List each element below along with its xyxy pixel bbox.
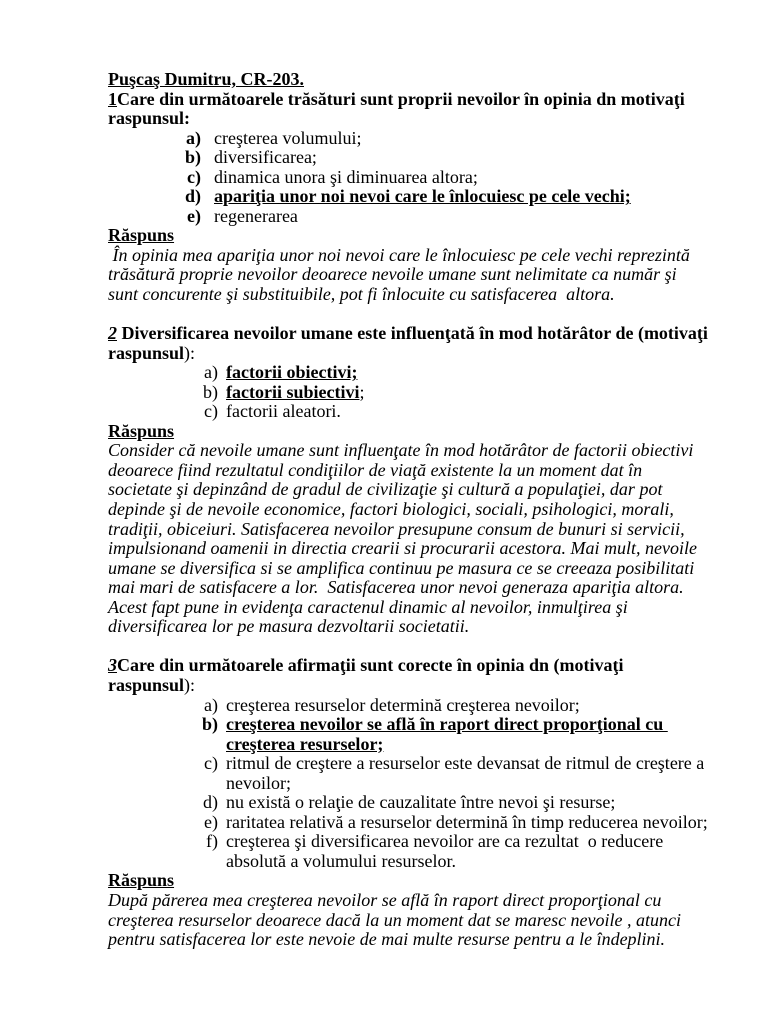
q1-option-b-text: diversificarea; <box>214 147 317 168</box>
q2-answer-line: Consider că nevoile umane sunt influenţate în mod hotărâtor de factorii obiectivi <box>108 440 694 461</box>
q3-option-f-text: creşterea şi diversificarea nevoilor are ca rezultat o reducere <box>226 831 664 852</box>
q2-answer-heading: Răspuns <box>108 420 175 441</box>
q1-option-c-text: dinamica unora şi diminuarea altora; <box>214 166 478 187</box>
question-2-prompt <box>108 324 738 344</box>
q1-option-d <box>108 187 738 207</box>
question-3-prompt-cont <box>108 676 738 696</box>
q1-option-a-text: creşterea volumului; <box>214 127 362 148</box>
q3-option-b-cont-line <box>108 735 738 755</box>
q1-option-d-text: apariţia unor noi nevoi care le înlocuiesc pe cele vechi; <box>214 186 631 207</box>
q3-option-d-label: d) <box>203 792 218 813</box>
q2-answer-line: umane se diversifica si se amplifica continuu pe masura ce se creeaza posibilitati <box>108 557 695 578</box>
document-body <box>108 70 738 950</box>
question-3-text: Care din următoarele afirmaţii sunt corecte în opinia dn (motivaţi <box>117 655 624 676</box>
q1-answer-line: sunt concurente şi substituibile, pot fi înlocuite cu satisfacerea altora. <box>108 284 615 305</box>
q2-option-a-label: a) <box>204 362 218 383</box>
q2-answer-line: societate şi depinzând de gradul de civilizaţie şi cultură a populaţiei, dar pot <box>108 479 663 500</box>
q3-answer-heading-line <box>108 871 738 891</box>
q2-answer-line: deoarece fiind rezultatul condiţiilor de viaţă existente la un moment dat în <box>108 459 643 480</box>
q1-option-c-label: c) <box>187 166 201 187</box>
question-2-prompt-cont-suffix: ): <box>184 342 196 363</box>
author-line <box>108 70 738 90</box>
q3-answer-line: După părerea mea creşterea nevoilor se află în raport direct proporţional cu <box>108 889 662 910</box>
q3-option-a-text: creşterea resurselor determină creşterea nevoilor; <box>226 694 580 715</box>
q2-option-a <box>108 363 738 383</box>
q2-answer-line: tradiţii, obiceiuri. Satisfacerea nevoilor presupune consum de bunuri si servicii, <box>108 518 685 539</box>
q3-answer-line: creşterea resurselor deoarece dacă la un moment dat se maresc nevoile , atunci <box>108 909 682 930</box>
q2-answer-line: depinde şi de nevoile economice, factori biologici, sociali, psihologici, morali, <box>108 499 674 520</box>
q1-option-a-label: a) <box>186 127 201 148</box>
q2-answer-line: mai mari de satisfacere a lor. Satisfacerea unor nevoi generaza apariţia altora. <box>108 577 684 598</box>
question-1-prompt-cont: raspunsul: <box>108 108 191 129</box>
q2-option-b <box>108 383 738 403</box>
q3-option-b-label: b) <box>201 714 218 735</box>
question-2-number: 2 <box>108 323 117 344</box>
q2-option-c-text: factorii aleatori. <box>226 401 341 422</box>
q2-answer-line: diversificarea lor pe masura dezvoltarii societatii. <box>108 616 470 637</box>
question-2 <box>108 324 738 637</box>
question-1 <box>108 90 738 305</box>
q1-answer-heading-line <box>108 226 738 246</box>
q3-option-a <box>108 696 738 716</box>
q1-option-b-label: b) <box>184 147 201 168</box>
q1-answer-line: trăsătură proprie nevoilor deoarece nevoile umane sunt nelimitate ca număr şi <box>108 264 677 285</box>
q2-option-c-label: c) <box>204 401 218 422</box>
q3-option-e-label: e) <box>204 811 218 832</box>
q1-answer-line: În opinia mea apariţia unor noi nevoi care le înlocuiesc pe cele vechi reprezintă <box>108 244 690 265</box>
q3-option-b-cont: creşterea resurselor; <box>226 733 384 754</box>
q3-option-b <box>108 715 738 735</box>
q2-answer-line: Acest fapt pune in evidenţa caractenul dinamic al nevoilor, inmulţirea şi <box>108 596 628 617</box>
question-2-text: Diversificarea nevoilor umane este influenţată în mod hotărâtor de (motivaţi <box>117 323 708 344</box>
q1-option-c <box>108 168 738 188</box>
q1-option-e <box>108 207 738 227</box>
q2-option-a-text: factorii obiectivi; <box>226 362 358 383</box>
question-2-prompt-cont-text: raspunsul <box>108 342 185 363</box>
q3-option-f-label: f) <box>206 831 218 852</box>
blank-line <box>108 305 738 325</box>
question-3-prompt-cont-suffix: ): <box>184 674 196 695</box>
q3-option-c-cont-line <box>108 774 738 794</box>
q3-option-c-label: c) <box>204 753 218 774</box>
q2-option-b-text-wrap <box>226 383 365 403</box>
question-3 <box>108 656 738 949</box>
q3-option-c <box>108 754 738 774</box>
q1-answer-heading: Răspuns <box>108 225 175 246</box>
blank-line <box>108 637 738 657</box>
q3-option-f <box>108 832 738 852</box>
question-1-text: Care din următoarele trăsături sunt proprii nevoilor în opinia dn motivaţi <box>117 88 685 109</box>
q3-answer-heading: Răspuns <box>108 870 175 891</box>
q1-option-d-label: d) <box>184 186 201 207</box>
q1-option-e-text: regenerarea <box>214 205 298 226</box>
q2-option-b-text: factorii subiectivi <box>226 381 360 402</box>
q2-option-b-suffix: ; <box>359 381 365 402</box>
q2-answer-heading-line <box>108 422 738 442</box>
q2-answer-line: impulsionand oamenii in directia crearii si procurarii acestora. Mai mult, nevoile <box>108 538 697 559</box>
question-3-prompt <box>108 656 738 676</box>
q2-option-c <box>108 402 738 422</box>
q2-option-b-label: b) <box>203 381 218 402</box>
author-name: Puşcaş Dumitru, CR-203. <box>108 69 304 89</box>
q3-answer-line: pentru satisfacerea lor este nevoie de mai multe resurse pentru a le îndeplini. <box>108 929 666 950</box>
q1-option-e-label: e) <box>187 205 201 226</box>
q1-option-b <box>108 148 738 168</box>
q3-option-e <box>108 813 738 833</box>
q1-option-a <box>108 129 738 149</box>
question-2-prompt-cont <box>108 344 738 364</box>
q3-option-f-cont: absolută a volumului resurselor. <box>226 850 456 871</box>
q3-option-c-cont: nevoilor; <box>226 772 291 793</box>
q3-option-c-text: ritmul de creştere a resurselor este devansat de ritmul de creştere a <box>226 753 705 774</box>
q3-option-e-text: raritatea relativă a resurselor determină în timp reducerea nevoilor; <box>226 811 708 832</box>
q3-option-d-text: nu există o relaţie de cauzalitate între nevoi şi resurse; <box>226 792 616 813</box>
question-1-number: 1 <box>108 88 117 109</box>
q3-option-b-text: creşterea nevoilor se află în raport direct proporţional cu <box>226 714 668 735</box>
question-1-prompt <box>108 90 738 110</box>
q3-option-f-cont-line <box>108 852 738 872</box>
q3-option-a-label: a) <box>204 694 218 715</box>
q3-option-d <box>108 793 738 813</box>
question-3-prompt-cont-text: raspunsul <box>108 674 185 695</box>
question-3-number: 3 <box>108 655 117 676</box>
